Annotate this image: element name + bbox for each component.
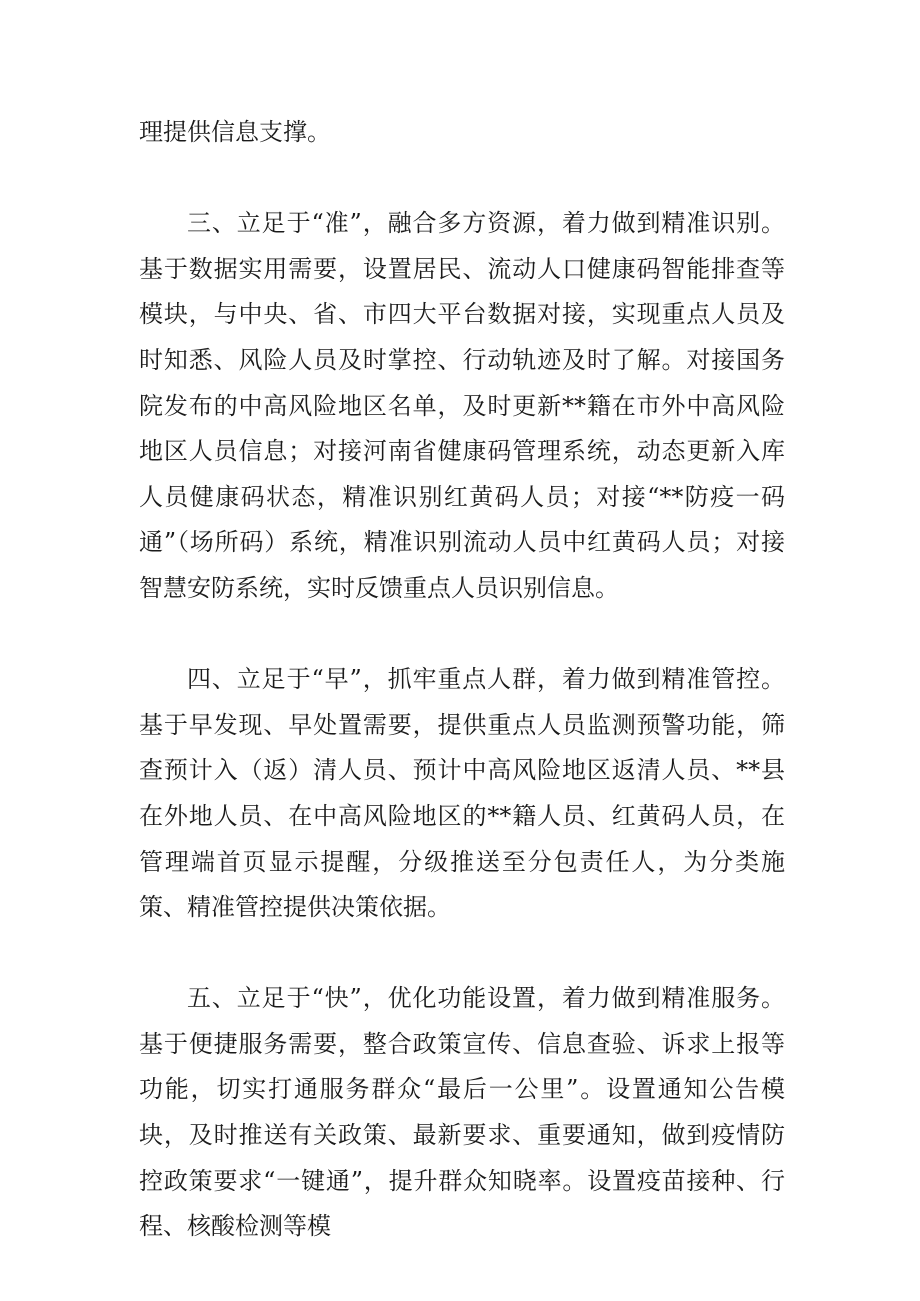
paragraph-continuation: 理提供信息支撑。	[139, 118, 331, 146]
paragraph-section-four: 四、立足于“早”，抓牢重点人群，着力做到精准管控。基于早发现、早处置需要，提供重点人员监测预警功能，筛查预计入（返）清人员、预计中高风险地区返清人员、**县在外地人员、在中高风险地区的**籍人员、红黄码人员，在管理端首页显示提醒，分级推送至分包责任人，为分类施策、精准管控提供决策依据。	[139, 665, 785, 922]
paragraph-section-three: 三、立足于“准”，融合多方资源，着力做到精准识别。基于数据实用需要，设置居民、流动人口健康码智能排查等模块，与中央、省、市四大平台数据对接，实现重点人员及时知悉、风险人员及时掌控、行动轨迹及时了解。对接国务院发布的中高风险地区名单，及时更新**籍在市外中高风险地区人员信息；对接河南省健康码管理系统，动态更新入库人员健康码状态，精准识别红黄码人员；对接“**防疫一码通”（场所码）系统，精准识别流动人员中红黄码人员；对接智慧安防系统，实时反馈重点人员识别信息。	[139, 209, 785, 602]
document-body	[139, 110, 785, 1250]
paragraph-section-five: 五、立足于“快”，优化功能设置，着力做到精准服务。基于便捷服务需要，整合政策宣传、信息查验、诉求上报等功能，切实打通服务群众“最后一公里”。设置通知公告模块，及时推送有关政策、最新要求、重要通知，做到疫情防控政策要求“一键通”，提升群众知晓率。设置疫苗接种、行程、核酸检测等模	[139, 984, 785, 1241]
